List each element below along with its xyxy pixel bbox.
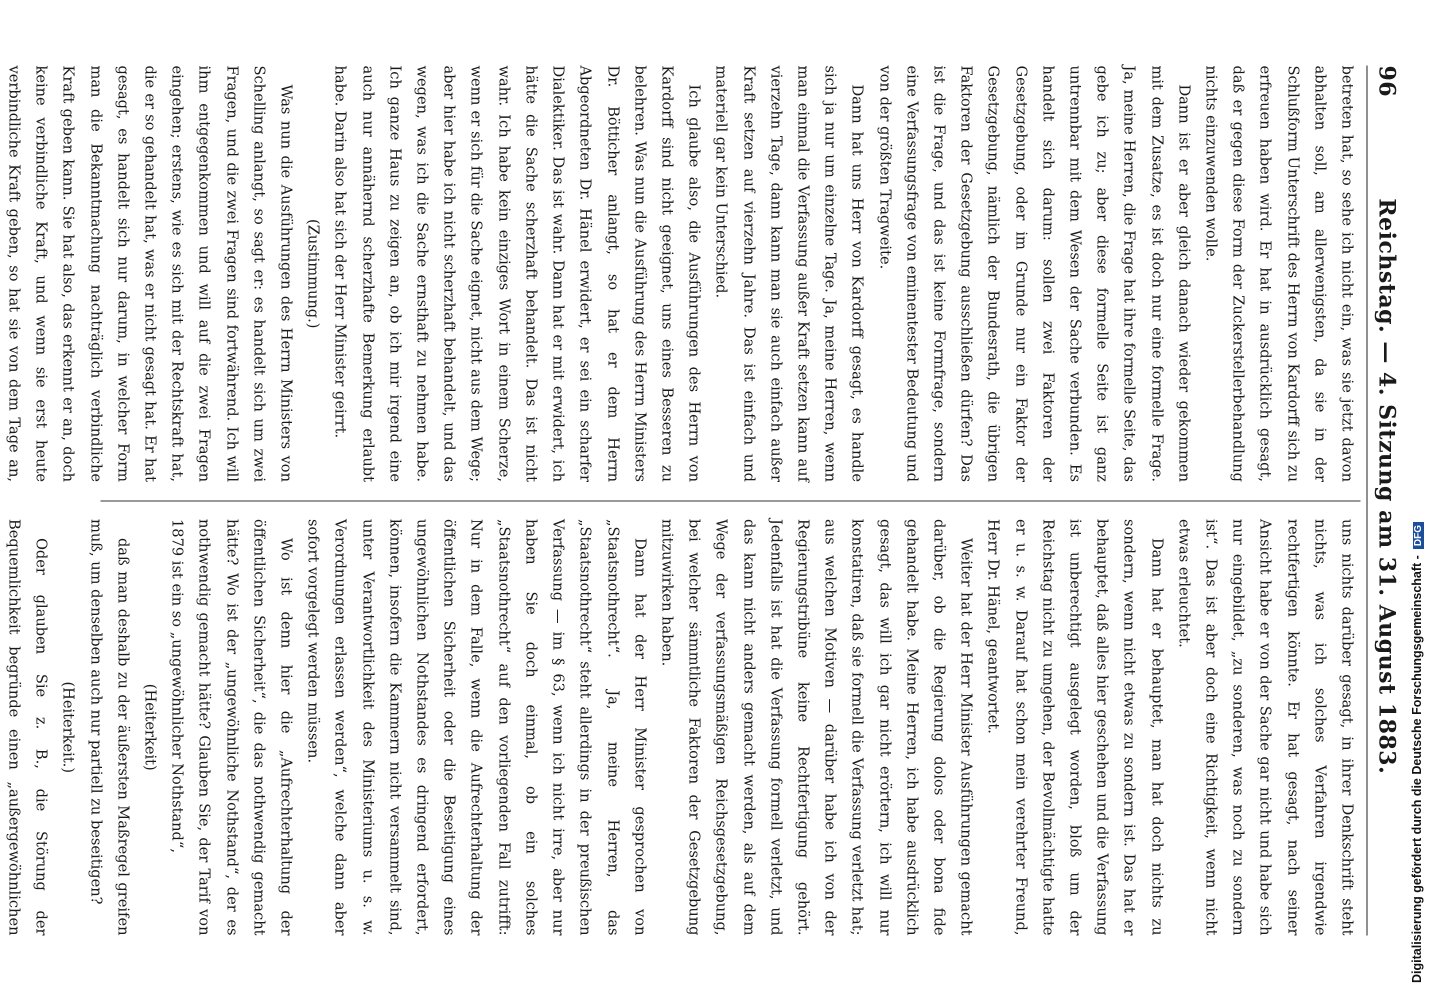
page-number: 96 <box>1373 65 1400 98</box>
paragraph: uns nichts darüber gesagt, in ihrer Denkschrift steht nichts, was ich solches Verfahren irgendwie rechtfertigen könnte. Er hat gesagt, nach seiner Ansicht habe er von der Sache gar nicht und habe sich nur eingebildet, „zu sonderen, was noch zu sondern ist“. Das ist aber doch eine Richtigkeit, wenn nicht etwas erleuchtet. <box>1175 519 1356 936</box>
rotated-document-page <box>5 26 1414 976</box>
paragraph: Ich glaube also, die Ausführungen des Herrn von Kardorff sind nicht geeignet, uns eines Besseren zu belehren. Was nun die Ausführung des Herrn Ministers Dr. Bötticher anlangt, so hat er dem Herrn Abgeordneten Dr. Hänel erwidert, er sei ein scharfer Dialektiker. Das ist wahr. Dann hat er mit erwidert, ich hätte die Sache scherzhaft behandelt. Das ist nicht wahr. Ich habe kein einziges Wort in einem Scherze, wenn er sich für die Sache eignet, nicht aus dem Wege; aber hier habe ich nicht scherzhaft behandelt, und das wegen, was ich die Sache ernsthaft zu nehmen habe. Ich ganze Haus zu zeigen an, ob ich mir irgend eine auch nur annähernd scherzhafte Bemerkung erlaubt habe. Darin also hat sich der Herr Minister geirrt. <box>331 65 703 482</box>
page-title: Reichstag. — 4. Sitzung am 31. August 1883. <box>1373 198 1400 775</box>
page-header <box>1367 66 1400 936</box>
paragraph: Wo ist denn hier die „Aufrechterhaltung der öffentlichen Sicherheit“, die das nothwendig gemacht hätte? Wo ist der „ungewöhnliche Nothstand“, der es nothwendig gemacht hätte? Glauben Sie, der Tarif von 1879 ist ein so „ungewöhnlicher Nothstand“, <box>168 519 295 936</box>
dfg-logo: DFG <box>1413 522 1424 549</box>
paragraph: (Zustimmung.) <box>304 219 322 329</box>
paragraph: Oder glauben Sie z. B., die Störung der Bequemlichkeit begründe einen „außergewöhnlichen <box>5 519 50 936</box>
paragraph: (Heiterkeit.) <box>59 681 77 774</box>
left-column <box>5 65 1361 483</box>
paragraph: Dann hat er behauptet, man hat doch nichts zu sondern, wenn nicht etwas zu sondern ist. Das hat er behauptet, daß alles hier geschehen und die Verfassung ist unberechtigt ausgelegt worden, bloß um der Reichstag nicht zu umgehen, der Bevollmächtigte hatte er u. s. w. Darauf hat schon mein verehrter Freund, Herr Dr. Hänel, geantwortet. <box>984 519 1166 936</box>
digitization-stamp <box>1406 6 1428 994</box>
paragraph: Weiter hat der Herr Minister Ausführungen gemacht darüber, ob die Regierung dolos oder bona fide gehandelt habe. Meine Herren, ich habe ausdrücklich gesagt, das will ich gar nicht erörtern, ich will nur konstatiren, daß sie formell die Verfassung verletzt hat; aus welchen Motiven — darüber habe ich von der Regierungstribüne keine Rechtfertigung gehört. Jedenfalls ist hat die Verfassung formell verletzt, und das kann nicht anders gemacht werden, als auf dem Wege der verfassungsmäßigen Reichsgesetzgebung, bei welcher sämmtliche Faktoren der Gesetzgebung mitzuwirken haben. <box>658 519 975 936</box>
paragraph: betreten hat, so sehe ich nicht ein, was sie jetzt davon abhalten soll, am allerwenigsten, da sie in der Schlußform Unterschrift des Herrn von Kardorff sich zu erfreuen haben wird. Er hat in ausdrücklich gesagt, daß er gegen diese Form der Zuckerstellerbehandlung nichts einzuwenden wolle. <box>1202 65 1356 482</box>
paragraph: Was nun die Ausführungen des Herrn Ministers von Schelling anlangt, so sagt er: es handelt sich um zwei Fragen, und die zwei Fragen sind fortwährend. Ich will ihm entgegenkommen und will auf die zwei Fragen eingehen; erstens, wie es sich mit der Rechtskraft hat, die er so gehandelt hat, was er nicht gesagt hat. Er hat gesagt, es handelt sich nur darum, in welcher Form man die Bekanntmachung nachträglich verbindliche Kraft geben kann. Sie hat also, das erkennt er an, doch keine verbindliche Kraft, und wenn sie erst heute verbindliche Kraft geben, so hat sie von dem Tage an, <box>5 65 295 482</box>
right-column <box>5 519 1361 936</box>
paragraph: Dann ist er aber gleich danach wieder gekommen mit dem Zusatze, es ist doch nur eine formelle Frage. Ja, meine Herren, die Frage hat ihre formelle Seite, das gebe ich zu; aber diese formelle Seite ist ganz untrennbar mit dem Wesen der Sache verbunden. Es handelt sich darum: sollen zwei Faktoren der Gesetzgebung, oder im Grunde nur ein Faktor der Gesetzgebung, nämlich der Bundesrath, die übrigen Faktoren der Gesetzgebung ausschließen dürfen? Das ist die Frage, und das ist keine Formfrage, sondern eine Verfassungsfrage von eminentester Bedeutung und von der größten Tragweite. <box>876 65 1193 482</box>
paragraph: (Heiterkeit) <box>141 683 159 771</box>
paragraph: Dann hat der Herr Minister gesprochen von „Staatsnothrecht“. Ja, meine Herren, das „Staatsnothrecht“ steht allerdings in der preußischen Verfassung — im § 63, wenn ich nicht irre, aber nur haben Sie doch einmal, ob ein solches „Staatsnothrecht“ auf den vorliegenden Fall zutrifft: Nur in dem Falle, wenn die Aufrechterhaltung der öffentlichen Sicherheit oder die Beseitigung eines ungewöhnlichen Nothstandes es dringend erfordert, können, insofern die Kammern nicht versammelt sind, unter Verantwortlichkeit des Ministeriums u. s. w. Verordnungen erlassen werden“, welche dann aber sofort vorgelegt werden müssen. <box>304 519 649 936</box>
paragraph: Dann hat uns Herr von Kardorff gesagt, es handle sich ja nur um einzelne Tage. Ja, meine Herren, wenn man einmal die Verfassung außer Kraft setzen kann auf vierzehn Tage, dann kann man sie auch einfach außer Kraft setzen auf vierzehn Jahre. Das ist einfach und materiell gar kein Unterschied. <box>712 65 866 482</box>
column-divider <box>101 500 1361 501</box>
stamp-text-wrapper <box>1410 13 1424 983</box>
stamp-text: Digitalisierung gefördert durch die Deutsche Forschungsgemeinschaft - <box>1410 555 1424 983</box>
text-columns <box>5 65 1361 936</box>
paragraph: daß man deshalb zu der äußersten Maßregel greifen muß, um denselben auch nur partiell zu beseitigen? <box>87 519 132 936</box>
